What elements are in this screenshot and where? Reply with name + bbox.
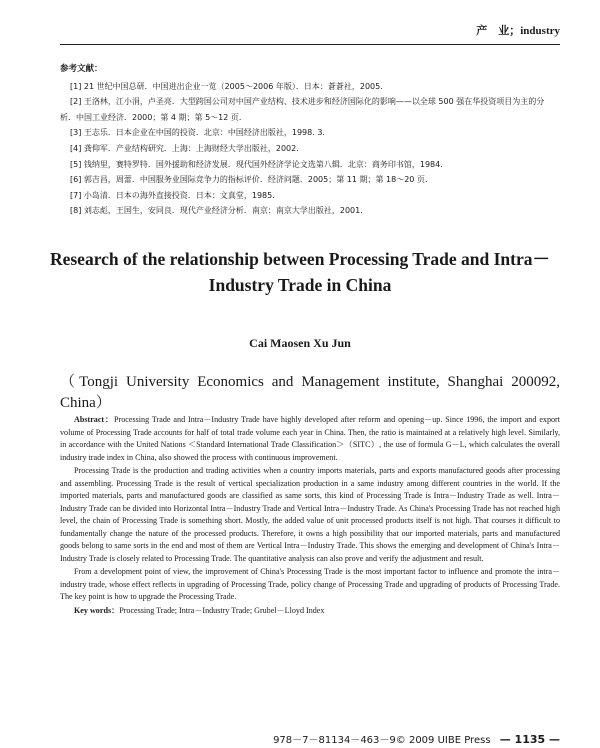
reference-item: [8] 刘志彪，王国生，安同良．现代产业经济分析．南京：南京大学出版社，2001. [70,206,363,216]
reference-item: [7] 小岛清．日本の海外直接投资．日本：文真堂，1985. [70,190,275,200]
keywords-label: Key words： [74,605,120,615]
reference-item: [6] 郭吉昌，周蕾．中国服务业国际竞争力的指标评价．经济问题．2005；第 11 期；第 18～20 页． [70,175,433,185]
abstract-text: Processing Trade and Intra－Industry Trade have highly developed after reform and opening－up. Since 1996, the import and export volume of Processing Trade accounts for half of total trade volume each year in China. Then, the ratio is maintained at a relatively high level. Similarly, in accordance with the United Nations ＜Standard International Trade Classification＞（SITC）, the use of formula G－L, which calculates the overall industry trade index in China, also showed the process with continuous improvement. [60,415,561,462]
article-title: Research of the relationship between Processing Trade and Intra－Industry Trade in China [49,249,551,295]
page-footer [60,731,560,746]
abstract-paragraph-1 [60,414,560,464]
author-affiliation: （Tongji University Economics and Management institute, Shanghai 200092, China） [60,374,560,411]
article-authors: Cai Maosen Xu Jun [249,336,351,350]
references-section [60,62,560,219]
reference-item: [3] 王志乐．日本企业在中国的投资．北京：中国经济出版社，1998. 3. [70,128,325,138]
abstract-section [60,414,560,618]
reference-item: [4] 龚仰军．产业结构研究．上海：上海财经大学出版社，2002. [70,143,299,153]
reference-item: [2] 王洛林，江小涓，卢圣亮．大型跨国公司对中国产业结构、技术进步和经济国际化的影响——以全球 500 强在华投资项目为主的分析．中国工业经济．2000；第 4 期；第 5～12 页． [60,97,545,122]
reference-item: [1] 21 世纪中国总研．中国进出企业一览（2005～2006 年版）．日本：蒼蒼社，2005. [70,81,383,91]
abstract-paragraph-3: From a development point of view, the improvement of China's Processing Trade is the most important factor to influence and promote the intra－industry trade, whose effect reflects in upgrading of Processing Trade, policy change of Processing Trade and upgrading of products of Processing Trade. The key point is how to upgrade the Processing Trade. [60,567,560,601]
abstract-paragraph-2: Processing Trade is the production and trading activities when a country imports materials, parts and exports manufactured goods after processing and assembling. Processing Trade is the result of vertical specialization production in a same industry among different countries in the world. If the imported materials, parts and manufactured goods are classified as same sorts, this kind of Processing Trade is Intra－Industry Trade as well. Intra－Industry Trade can be divided into Horizontal Intra－Industry Trade and Vertical Intra－Industry Trade. As China's Processing Trade has not reached high level, the chain of Processing Trade is something short. Mostly, the added value of unit processed products itself is not high. That courses it difficult to fundamentally change the nature of the processed products. Therefore, it owns a high possibility that our imported materials, parts and manufactured goods belong to same sorts in the end and most of them are Vertical Intra－Industry Trade. This shows the emerging and development of China's Intra－Industry Trade is closely related to Processing Trade. The quantitative analysis can also prove and verify the adjustment and result. [60,466,560,563]
keywords-line [60,605,560,618]
page-number: — 1135 — [499,733,560,746]
reference-item: [5] 钱纳里，赛特罗特．国外援助和经济发展．现代国外经济学论文选第八辑．北京：商务印书馆，1984. [70,159,443,169]
keywords-text: Processing Trade; Intra－Industry Trade; Grubel－Lloyd Index [119,605,325,615]
footer-isbn: 978－7－81134－463－9© 2009 UIBE Press [273,735,491,746]
running-header [60,22,560,45]
references-heading: 参考文献： [60,64,103,74]
running-title: 产 业；industry [476,25,560,37]
abstract-label: Abstract： [74,415,115,424]
